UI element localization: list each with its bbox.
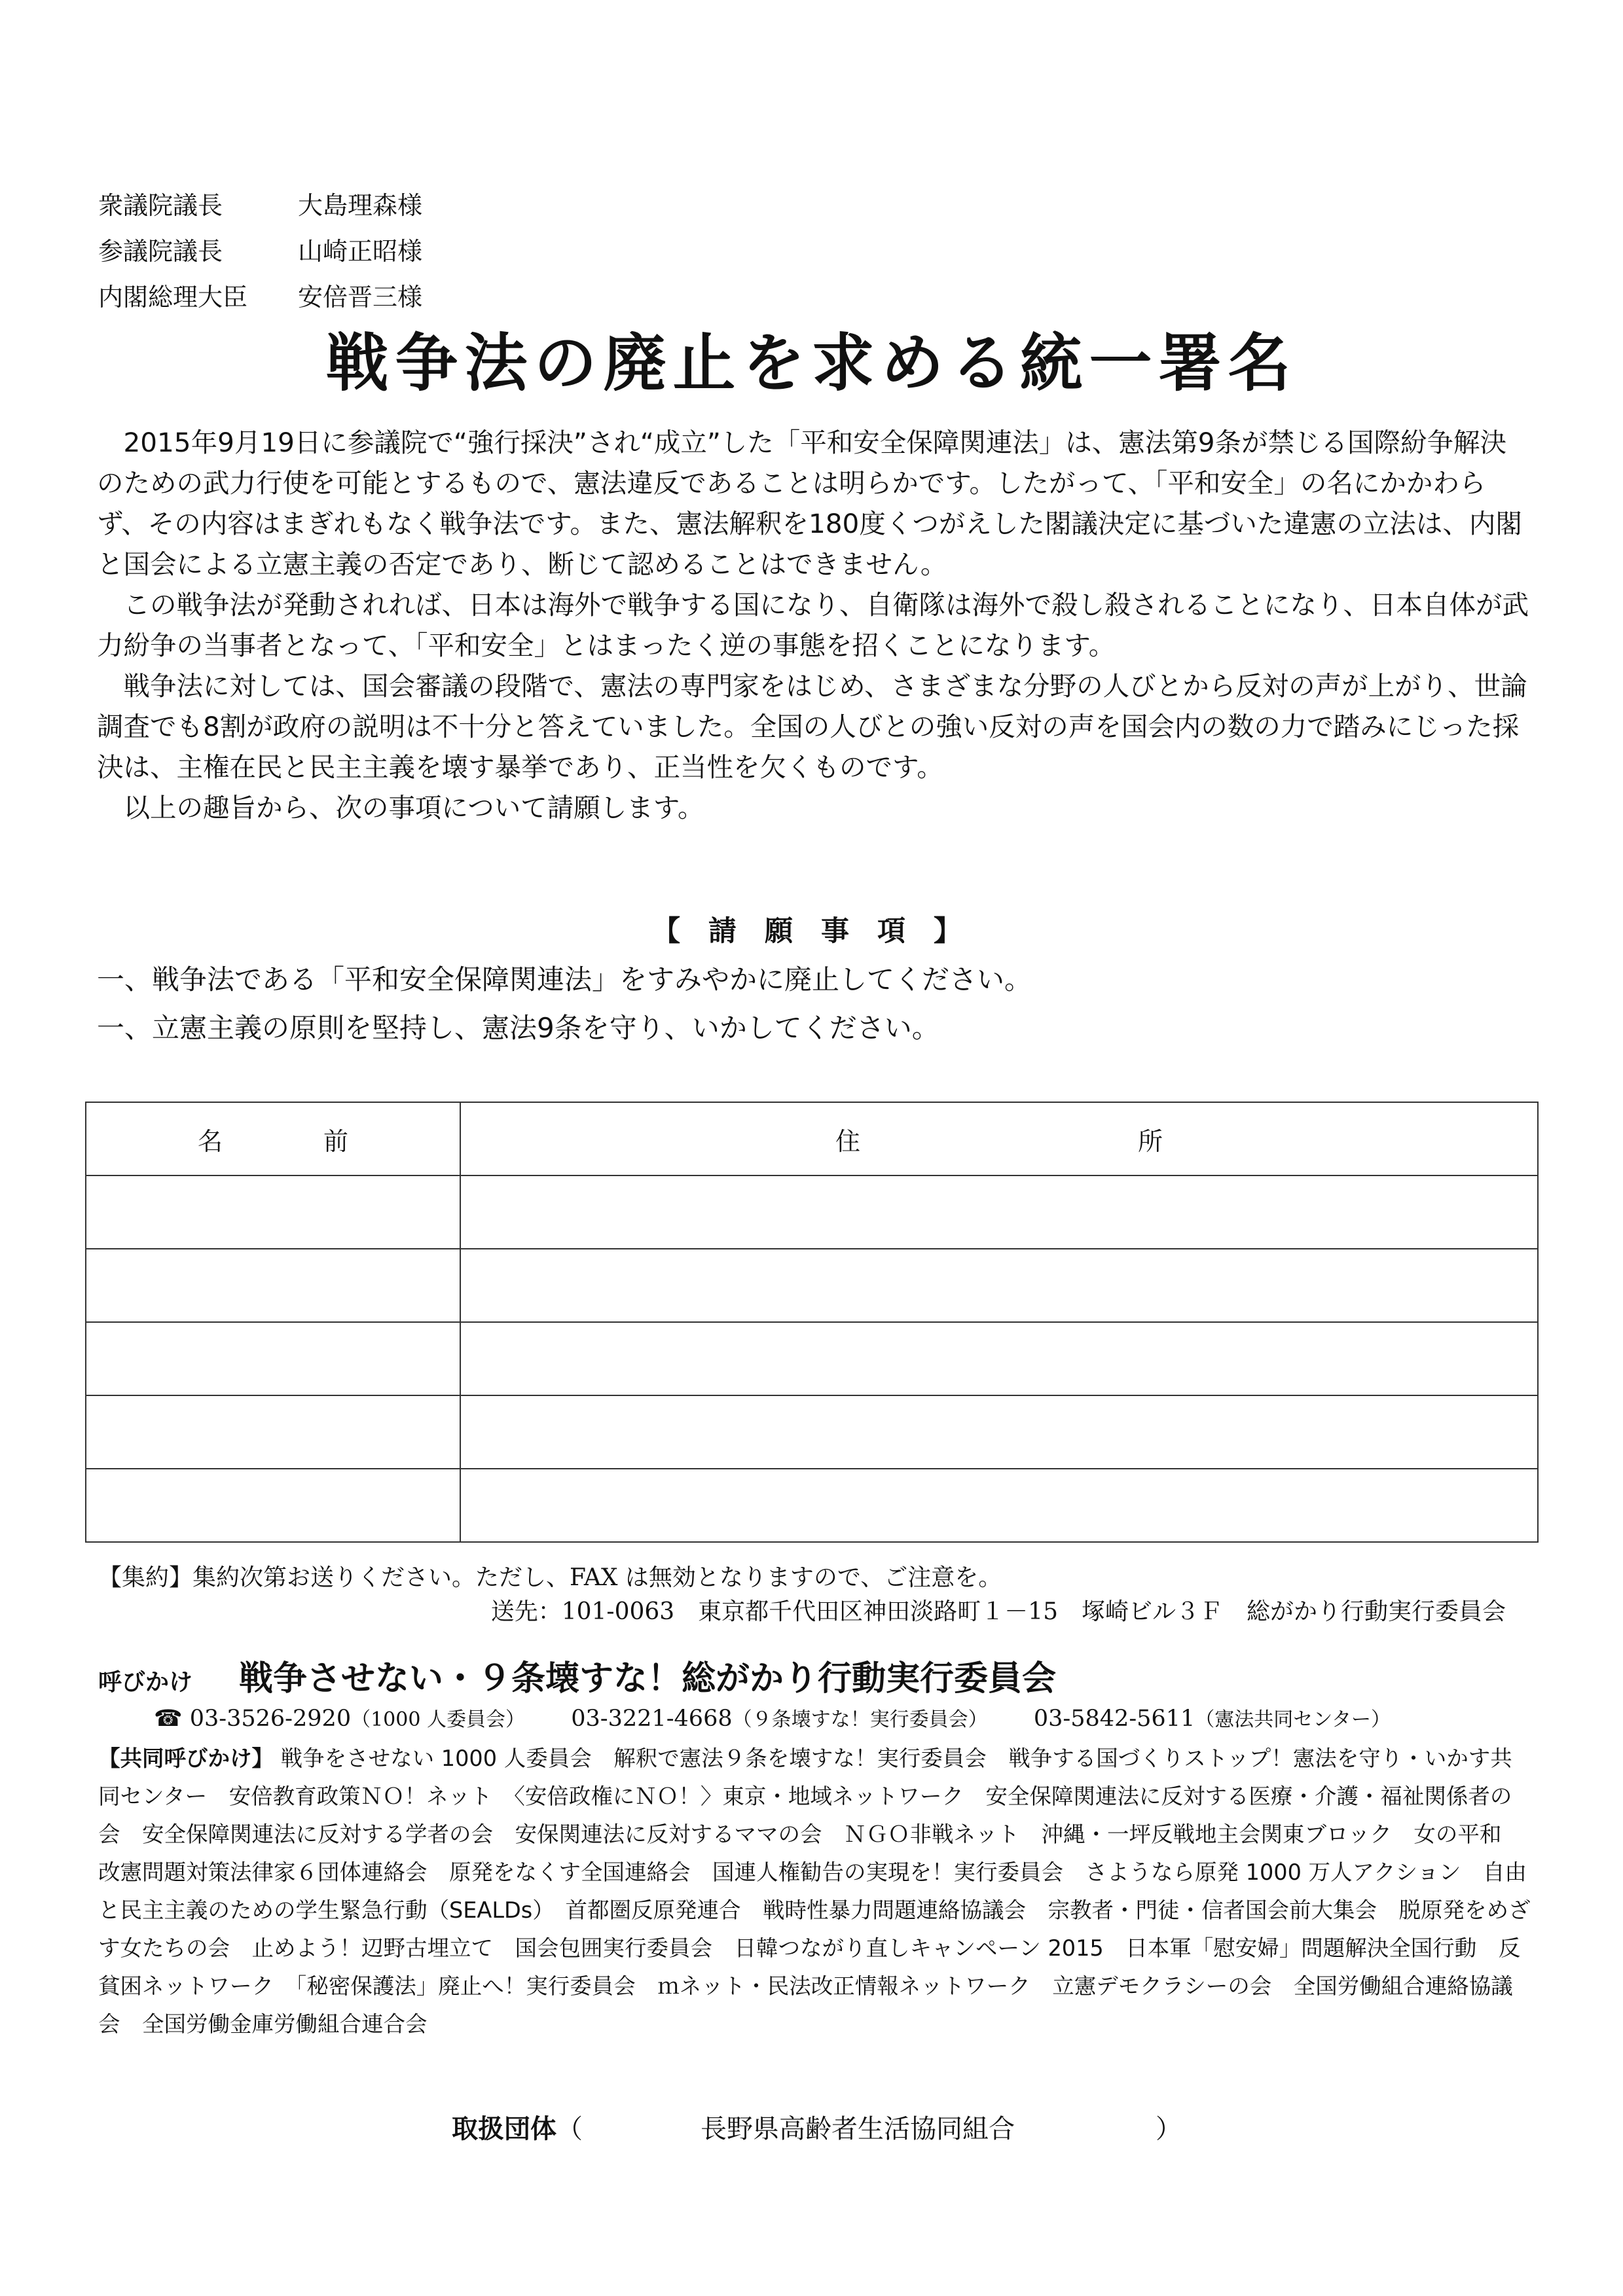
petition-item: 一、立憲主義の原則を堅持し、憲法9条を守り、いかしてください。 — [97, 1012, 939, 1044]
document-title: 戦争法の廃止を求める統一署名 — [325, 327, 1298, 400]
name-cell[interactable] — [86, 1322, 460, 1395]
address-column-header — [460, 1102, 1538, 1175]
phone-note: （憲法共同センター） — [1195, 1708, 1391, 1731]
addressee-role: 参議院議長 — [98, 236, 223, 266]
joint-callers — [98, 1740, 1532, 2043]
signature-row — [86, 1322, 1538, 1395]
joint-callers-label: 【共同呼びかけ】 — [98, 1746, 274, 1771]
phone-note: （９条壊すな！実行委員会） — [732, 1708, 988, 1731]
name-cell[interactable] — [86, 1249, 460, 1322]
signature-row — [86, 1249, 1538, 1322]
joint-callers-list: 戦争をさせない 1000 人委員会 解釈で憲法９条を壊すな！実行委員会 戦争する国づくりストップ！憲法を守り・いかす共同センター 安倍教育政策ＮＯ！ネット 〈安倍政権にＮＯ！〉東京・地域ネットワーク 安全保障関連法に反対する医療・介護・福祉関係者の会 安全保障関連法に反対する学者の会 安保関連法に反対するママの会 ＮＧＯ非戦ネット 沖縄・一坪反戦地主会関東ブロック 女の平和 改憲問題対策法律家６団体連絡会 原発をなくす全国連絡会 国連人権勧告の実現を！実行委員会 さようなら原発 1000 万人アクション 自由と民主主義のための学生緊急行動（SEALDs） 首都圏反原発連合 戦時性暴力問題連絡協議会 宗教者・門徒・信者国会前大集会 脱原発をめざす女たちの会 止めよう！辺野古埋立て 国会包囲実行委員会 日韓つながり直しキャンペーン 2015 日本軍「慰安婦」問題解決全国行動 反貧困ネットワーク 「秘密保護法」廃止へ！実行委員会 ｍネット・民法改正情報ネットワーク 立憲デモクラシーの会 全国労働組合連絡協議会 全国労働金庫労働組合連合会 — [98, 1746, 1531, 2037]
name-header-char: 前 — [323, 1126, 348, 1156]
handler-open-paren: （ — [556, 2114, 583, 2144]
addressee-name: 安倍晋三様 — [298, 282, 423, 312]
caller-name: 戦争させない・９条壊すな！総がかり行動実行委員会 — [239, 1659, 1057, 1698]
phone-number: 03-3526-2920 — [189, 1706, 352, 1732]
addressee-block — [98, 180, 422, 317]
name-cell[interactable] — [86, 1175, 460, 1249]
signature-row — [86, 1175, 1538, 1249]
addressee-line — [98, 272, 422, 317]
addressee-role: 衆議院議長 — [98, 190, 223, 220]
body-paragraph: この戦争法が発動されれば、日本は海外で戦争する国になり、自衛隊は海外で殺し殺されることになり、日本自体が武力紛争の当事者となって、「平和安全」とはまったく逆の事態を招くことになります。 — [97, 589, 1529, 661]
caller-block — [98, 1651, 1056, 1700]
address-cell[interactable] — [460, 1322, 1538, 1395]
address-cell[interactable] — [460, 1175, 1538, 1249]
handler-org-name: 長野県高齢者生活協同組合 — [701, 2114, 1015, 2144]
addressee-role: 内閣総理大臣 — [98, 282, 248, 312]
petition-item: 一、戦争法である「平和安全保障関連法」をすみやかに廃止してください。 — [97, 963, 1032, 996]
signature-table — [85, 1102, 1539, 1543]
addressee-line — [98, 180, 422, 226]
addressee-line — [98, 226, 422, 272]
phone-number: 03-5842-5611 — [1033, 1706, 1195, 1732]
signature-table-header — [86, 1102, 1538, 1175]
addressee-name: 大島理森様 — [298, 190, 423, 220]
petition-heading: 【 請 願 事 項 】 — [652, 915, 971, 948]
body-paragraph: 以上の趣旨から、次の事項について請願します。 — [123, 792, 704, 823]
telephone-icon: ☎ — [154, 1706, 183, 1732]
phone-numbers — [154, 1702, 1391, 1737]
address-header-char: 所 — [1137, 1126, 1163, 1156]
collection-note: 【集約】集約次第お送りください。ただし、FAX は無効となりますので、ご注意を。 — [98, 1564, 1002, 1591]
address-cell[interactable] — [460, 1249, 1538, 1322]
signature-row — [86, 1395, 1538, 1469]
name-cell[interactable] — [86, 1395, 460, 1469]
address-cell[interactable] — [460, 1395, 1538, 1469]
signature-row — [86, 1469, 1538, 1542]
handler-label: 取扱団体 — [452, 2113, 556, 2144]
name-cell[interactable] — [86, 1469, 460, 1542]
addressee-name: 山崎正昭様 — [298, 236, 423, 266]
caller-label: 呼びかけ — [98, 1668, 193, 1696]
body-paragraph: 2015年9月19日に参議院で“強行採決”され“成立”した「平和安全保障関連法」は、憲法第9条が禁じる国際紛争解決のための武力行使を可能とするもので、憲法違反であることは明らかです。したがって、「平和安全」の名にかかわらず、その内容はまぎれもなく戦争法です。また、憲法解釈を180度くつがえした閣議決定に基づいた違憲の立法は、内閣と国会による立憲主義の否定であり、断じて認めることはできません。 — [97, 427, 1522, 580]
petition-items — [97, 956, 1032, 1052]
phone-number: 03-3221-4668 — [571, 1706, 733, 1732]
address-header-char: 住 — [835, 1126, 861, 1156]
handler-close-paren: ） — [1156, 2114, 1182, 2144]
handling-organization — [452, 2109, 1182, 2149]
body-paragraph: 戦争法に対しては、国会審議の段階で、憲法の専門家をはじめ、さまざまな分野の人びとから反対の声が上がり、世論調査でも8割が政府の説明は不十分と答えていました。全国の人びとの強い反対の声を国会内の数の力で踏みにじった採決は、主権在民と民主主義を壊す暴挙であり、正当性を欠くものです。 — [97, 670, 1527, 783]
phone-note: （1000 人委員会） — [351, 1708, 525, 1731]
name-column-header — [86, 1102, 460, 1175]
address-cell[interactable] — [460, 1469, 1538, 1542]
body-text — [97, 422, 1531, 828]
name-header-char: 名 — [198, 1126, 223, 1156]
send-to-address: 送先：101-0063 東京都千代田区神田淡路町１－15 塚崎ビル３Ｆ 総がかり行動実行委員会 — [490, 1598, 1506, 1625]
